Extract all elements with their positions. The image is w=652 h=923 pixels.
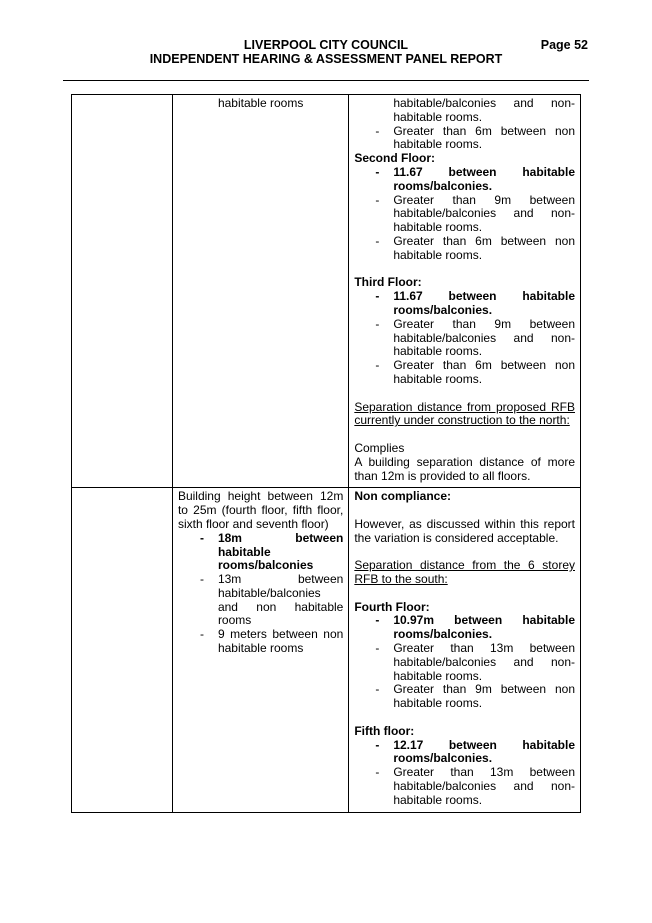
list-item: - Greater than 9m between habitable/balconies and non-habitable rooms. — [354, 318, 575, 359]
separation-heading-north: Separation distance from proposed RFB currently under construction to the north: — [354, 399, 575, 428]
list-item: - 18m between habitable rooms/balconies — [178, 532, 343, 573]
proposal-cell — [349, 488, 581, 812]
compliance-table — [71, 94, 581, 813]
requirement-list — [178, 532, 343, 656]
criteria-cell — [72, 95, 173, 488]
second-floor-heading: Second Floor: — [354, 151, 435, 166]
separation-heading-south: Separation distance from the 6 storey RFB to the south: — [354, 558, 575, 587]
page-number: Page 52 — [540, 38, 588, 52]
list-item: - 11.67 between habitable rooms/balconies. — [354, 166, 575, 194]
fourth-floor-heading: Fourth Floor: — [354, 599, 430, 614]
requirement-cell — [172, 488, 348, 812]
list-item: - Greater than 6m between non habitable rooms. — [354, 235, 575, 263]
fifth-floor-list — [354, 739, 575, 808]
criteria-cell — [72, 488, 173, 812]
list-item: - 13m between habitable/balconies and non habitable rooms — [178, 573, 343, 628]
list-item: habitable/balconies and non-habitable rooms. — [393, 96, 575, 124]
list-item: - 9 meters between non habitable rooms — [178, 628, 343, 656]
list-item: - 11.67 between habitable rooms/balconies. — [354, 290, 575, 318]
list-item: - Greater than 9m between habitable/balconies and non-habitable rooms. — [354, 194, 575, 235]
requirement-cell — [172, 95, 348, 488]
requirement-text: habitable rooms — [217, 96, 304, 110]
however-text: However, as discussed within this report the variation is considered acceptable. — [354, 516, 575, 545]
council-name: LIVERPOOL CITY COUNCIL — [243, 38, 409, 52]
building-height-text: Building height between 12m to 25m (fourth floor, fifth floor, sixth floor and seventh floor) — [177, 489, 344, 531]
header-divider — [63, 80, 589, 81]
proposal-cell — [349, 95, 581, 488]
table-row — [72, 95, 581, 488]
table-row — [72, 488, 581, 812]
third-floor-heading: Third Floor: — [354, 275, 422, 290]
list-item: - Greater than 13m between habitable/balconies and non-habitable rooms. — [354, 642, 575, 683]
list-item: - Greater than 6m between non habitable rooms. — [354, 359, 575, 387]
continued-list — [354, 97, 575, 152]
list-item: - Greater than 13m between habitable/balconies and non-habitable rooms. — [354, 766, 575, 807]
non-compliance-label: Non compliance: — [354, 489, 452, 504]
list-item: - 10.97m between habitable rooms/balconies. — [354, 614, 575, 642]
complies-text: A building separation distance of more than 12m is provided to all floors. — [354, 454, 575, 483]
list-item: - Greater than 6m between non habitable rooms. — [354, 125, 575, 153]
fourth-floor-list — [354, 614, 575, 711]
report-title: INDEPENDENT HEARING & ASSESSMENT PANEL REPORT — [149, 52, 503, 66]
complies-label: Complies — [354, 440, 405, 455]
list-item: - Greater than 9m between non habitable rooms. — [354, 683, 575, 711]
list-item: - 12.17 between habitable rooms/balconies. — [354, 739, 575, 767]
second-floor-list — [354, 166, 575, 263]
third-floor-list — [354, 290, 575, 387]
fifth-floor-heading: Fifth floor: — [354, 723, 415, 738]
